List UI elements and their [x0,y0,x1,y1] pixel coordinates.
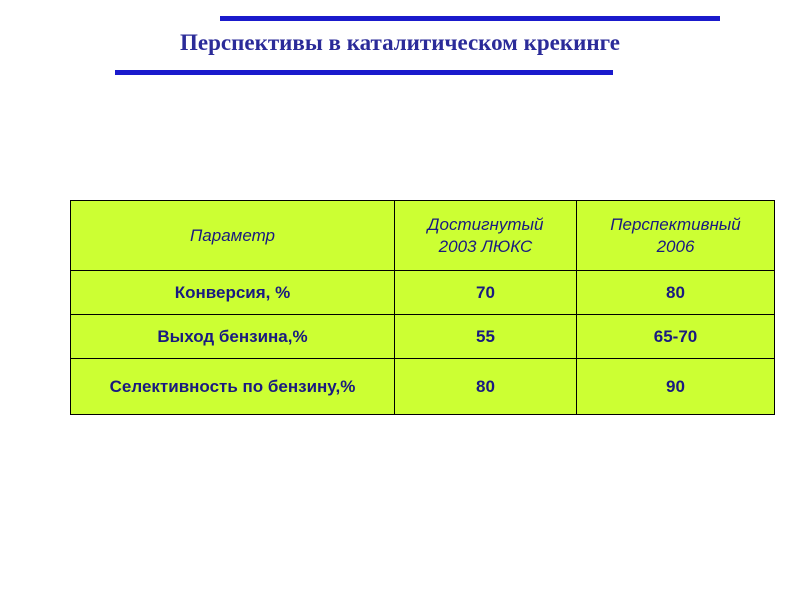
decorative-rule-bottom [115,70,613,75]
cell-prospective: 65-70 [577,315,775,359]
cell-prospective: 90 [577,359,775,415]
cell-achieved: 70 [395,271,577,315]
column-header-parameter [71,201,395,271]
table-header-row [71,201,775,271]
cell-parameter: Селективность по бензину,% [71,359,395,415]
column-header-prospective-line2: 2006 [656,236,695,256]
slide-title: Перспективы в каталитическом крекинге [180,30,620,55]
cell-parameter: Конверсия, % [71,271,395,315]
table-row [71,359,775,415]
column-header-achieved-line2: 2003 ЛЮКС [438,236,533,256]
column-header-achieved-line1: Достигнутый [427,214,544,234]
cell-parameter: Выход бензина,% [71,315,395,359]
column-header-prospective-line1: Перспективный [610,214,741,234]
cell-achieved: 80 [395,359,577,415]
decorative-rule-top [220,16,720,21]
column-header-parameter-label: Параметр [189,225,276,245]
table-row [71,271,775,315]
cell-prospective: 80 [577,271,775,315]
cell-achieved: 55 [395,315,577,359]
table-row [71,315,775,359]
comparison-table [70,200,775,415]
column-header-prospective [577,201,775,271]
column-header-achieved [395,201,577,271]
